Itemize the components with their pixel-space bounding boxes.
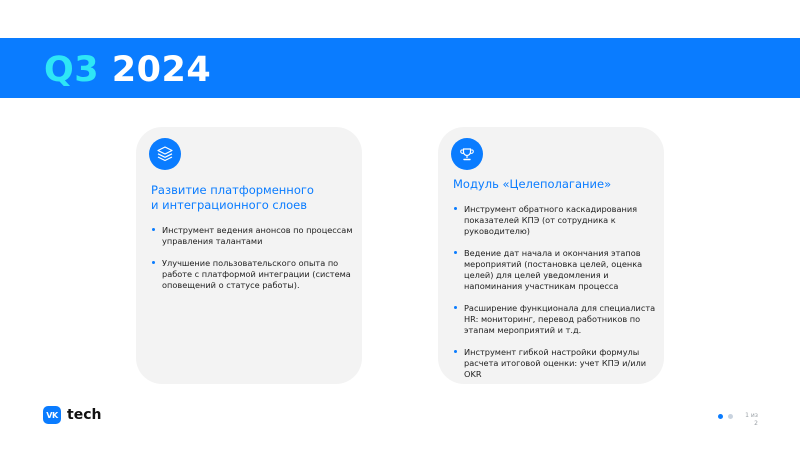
- card-platform-layer: [136, 127, 362, 384]
- title-year: 2024: [111, 50, 212, 90]
- list-item: Инструмент гибкой настройки формулы расчета итоговой оценки: учет КПЭ и/или OKR: [453, 347, 658, 380]
- vk-tech-logo: [43, 406, 101, 424]
- bullet-list: [151, 225, 356, 302]
- vk-logo-icon: VK: [43, 406, 61, 424]
- bullet-list: [453, 204, 658, 391]
- card-title: Модуль «Целеполагание»: [453, 177, 612, 191]
- pager-dot-active[interactable]: [718, 414, 723, 419]
- list-item: Инструмент обратного каскадирования показателей КПЭ (от сотрудника к руководителю): [453, 204, 658, 237]
- list-item: Улучшение пользовательского опыта по работе с платформой интеграции (система оповещений о статусе работы).: [151, 258, 356, 291]
- page-title: [44, 50, 211, 90]
- page-current: 1 из: [745, 412, 758, 419]
- page-total: 2: [754, 420, 758, 427]
- card-title-line: Развитие платформенного: [151, 183, 314, 197]
- slide-pager: [718, 414, 738, 419]
- card-goal-setting: [438, 127, 664, 384]
- logo-text: tech: [67, 407, 102, 423]
- list-item: Расширение функционала для специалиста HR: мониторинг, перевод работников по этапам мероприятий и т.д.: [453, 303, 658, 336]
- card-title: [151, 183, 351, 213]
- card-title-line: и интеграционного слоев: [151, 198, 307, 212]
- layers-icon: [149, 138, 181, 170]
- list-item: Ведение дат начала и окончания этапов мероприятий (постановка целей, оценка целей) для целей уведомления и напоминания участникам процесса: [453, 248, 658, 292]
- list-item: Инструмент ведения анонсов по процессам управления талантами: [151, 225, 356, 247]
- page-number: [744, 412, 758, 428]
- trophy-icon: [451, 138, 483, 170]
- pager-dot[interactable]: [728, 414, 733, 419]
- title-quarter: Q3: [44, 50, 100, 90]
